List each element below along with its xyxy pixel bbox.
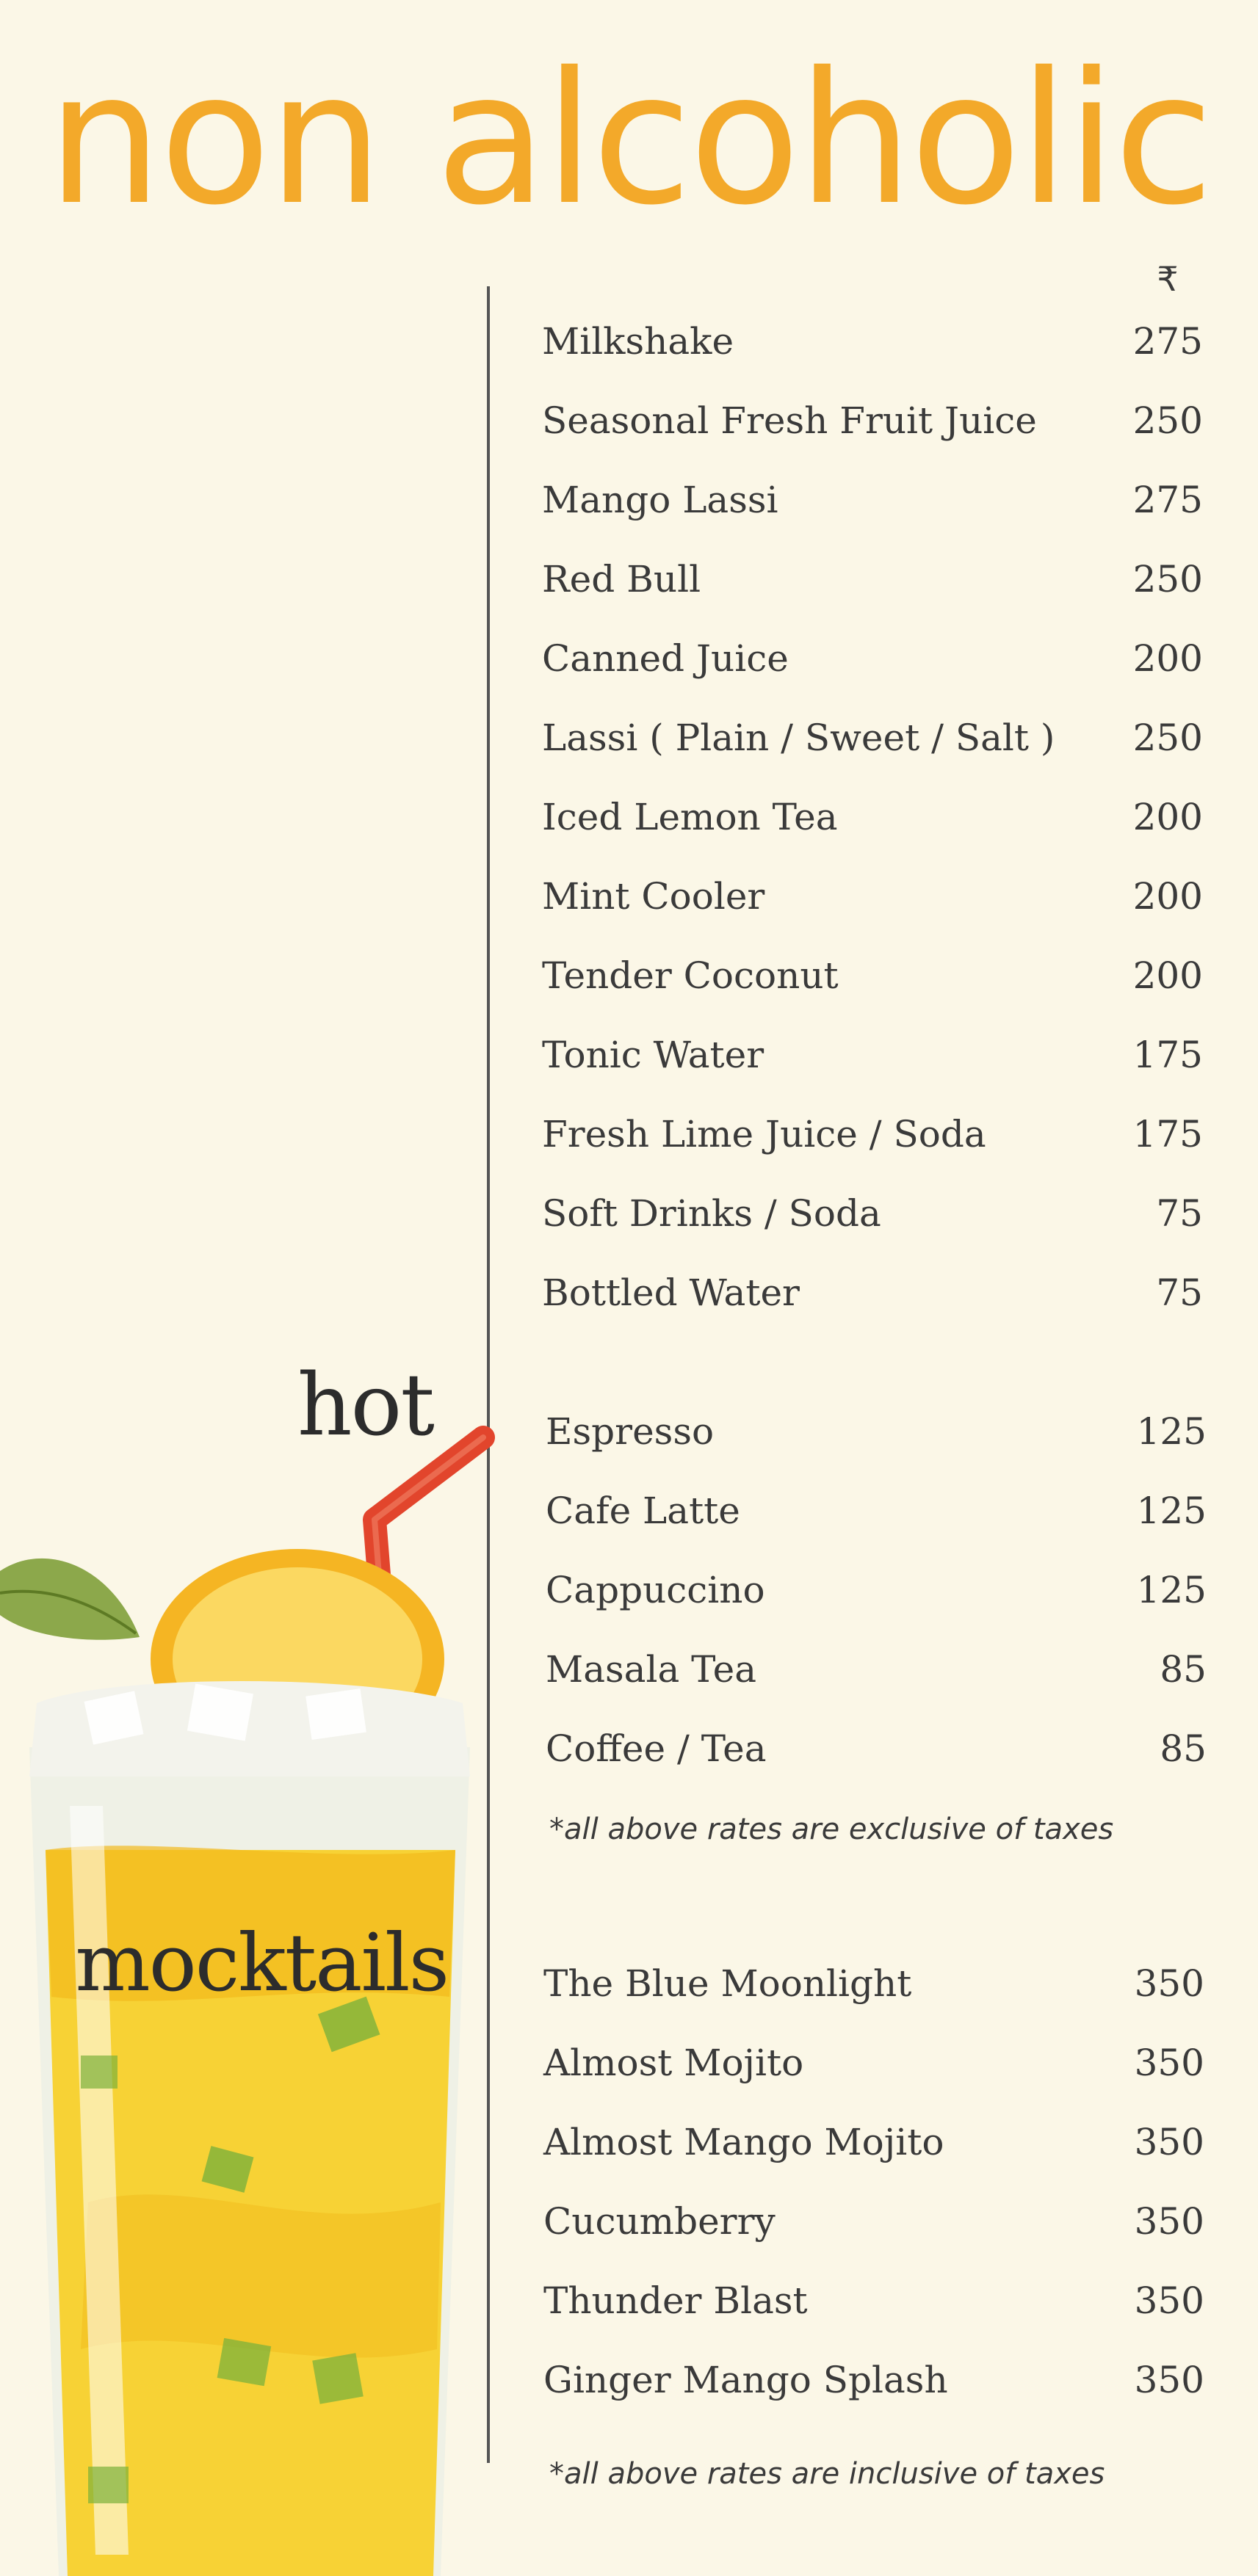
item-name: Cafe Latte	[546, 1490, 740, 1532]
item-name: Coffee / Tea	[546, 1727, 767, 1770]
item-price: 175	[1132, 1034, 1203, 1076]
item-price: 200	[1132, 875, 1203, 918]
item-price: 350	[1134, 2200, 1204, 2243]
item-name: Canned Juice	[542, 637, 789, 680]
hot-drinks-list	[546, 1402, 1207, 1784]
list-item	[543, 2033, 1204, 2092]
item-price: 350	[1134, 2359, 1204, 2401]
list-item	[546, 1719, 1207, 1778]
item-price: 350	[1134, 2042, 1204, 2084]
item-price: 350	[1134, 2279, 1204, 2322]
item-price: 200	[1132, 954, 1203, 997]
item-price: 75	[1156, 1192, 1203, 1235]
list-item	[542, 391, 1203, 450]
item-price: 125	[1136, 1410, 1207, 1453]
mocktails-tax-note: *all above rates are inclusive of taxes	[549, 2457, 1105, 2491]
item-price: 250	[1132, 399, 1203, 442]
list-item	[542, 788, 1203, 846]
item-name: Red Bull	[542, 558, 701, 601]
item-name: Seasonal Fresh Fruit Juice	[542, 399, 1037, 442]
item-name: Mint Cooler	[542, 875, 765, 918]
list-item	[543, 2192, 1204, 2251]
item-name: Ginger Mango Splash	[543, 2359, 948, 2401]
item-price: 350	[1134, 1962, 1204, 2005]
list-item	[546, 1402, 1207, 1461]
section-label-hot: hot	[297, 1356, 433, 1455]
list-item	[542, 312, 1203, 371]
list-item	[542, 629, 1203, 688]
cold-drinks-list	[542, 312, 1203, 1340]
page-title: non alcoholic	[47, 34, 1211, 245]
list-item	[543, 1954, 1204, 2013]
item-name: Milkshake	[542, 320, 734, 363]
item-price: 200	[1132, 796, 1203, 838]
list-item	[546, 1481, 1207, 1540]
item-name: Cappuccino	[546, 1569, 765, 1611]
list-item	[543, 2351, 1204, 2409]
item-name: Mango Lassi	[542, 479, 778, 521]
list-item	[543, 2113, 1204, 2172]
mocktails-list	[543, 1954, 1204, 2409]
item-price: 125	[1136, 1490, 1207, 1532]
item-price: 250	[1132, 716, 1203, 759]
item-price: 85	[1160, 1648, 1207, 1691]
item-name: Almost Mango Mojito	[543, 2121, 944, 2163]
list-item	[542, 946, 1203, 1005]
item-price: 125	[1136, 1569, 1207, 1611]
list-item	[542, 708, 1203, 767]
item-name: Fresh Lime Juice / Soda	[542, 1113, 986, 1155]
item-name: Masala Tea	[546, 1648, 757, 1691]
currency-symbol: ₹	[1157, 259, 1179, 299]
item-price: 75	[1156, 1271, 1203, 1314]
item-price: 175	[1132, 1113, 1203, 1155]
list-item	[542, 867, 1203, 926]
list-item	[543, 2271, 1204, 2330]
list-item	[546, 1640, 1207, 1699]
item-name: Tonic Water	[542, 1034, 764, 1076]
item-name: Almost Mojito	[543, 2042, 804, 2084]
list-item	[542, 1263, 1203, 1322]
item-name: Espresso	[546, 1410, 715, 1453]
item-price: 250	[1132, 558, 1203, 601]
list-item	[542, 1105, 1203, 1164]
item-price: 350	[1134, 2121, 1204, 2163]
item-price: 275	[1132, 320, 1203, 363]
list-item	[546, 1561, 1207, 1619]
item-name: The Blue Moonlight	[543, 1962, 912, 2005]
item-price: 85	[1160, 1727, 1207, 1770]
list-item	[542, 471, 1203, 529]
item-name: Iced Lemon Tea	[542, 796, 838, 838]
item-name: Tender Coconut	[542, 954, 839, 997]
section-label-mocktails: mocktails	[75, 1918, 448, 2009]
list-item	[542, 1026, 1203, 1084]
item-name: Lassi ( Plain / Sweet / Salt )	[542, 716, 1055, 759]
item-name: Cucumberry	[543, 2200, 776, 2243]
list-item	[542, 550, 1203, 609]
item-name: Soft Drinks / Soda	[542, 1192, 881, 1235]
item-name: Bottled Water	[542, 1271, 800, 1314]
item-price: 275	[1132, 479, 1203, 521]
item-name: Thunder Blast	[543, 2279, 808, 2322]
list-item	[542, 1184, 1203, 1243]
item-price: 200	[1132, 637, 1203, 680]
hot-tax-note: *all above rates are exclusive of taxes	[549, 1813, 1114, 1846]
